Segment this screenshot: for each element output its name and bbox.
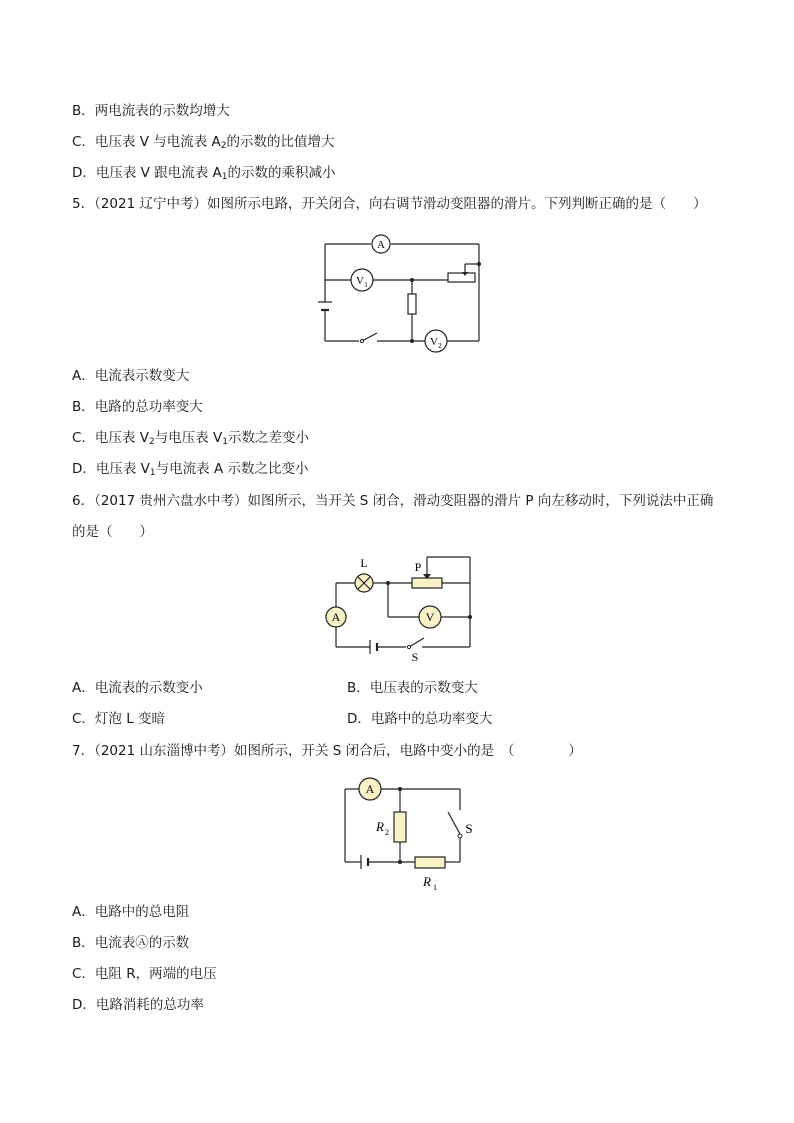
q6-stem-line2: 的是（ ） bbox=[72, 524, 153, 540]
q6-option-b: B．电压表的示数变大 bbox=[347, 680, 478, 696]
q6-lamp-label: L bbox=[360, 556, 368, 570]
q7-switch-label: S bbox=[465, 821, 473, 836]
q6-stem-line1: 6．（2017 贵州六盘水中考）如图所示，当开关 S 闭合，滑动变阻器的滑片 P 向左移动时，下列说法中正确 bbox=[72, 493, 714, 509]
q6-ammeter-label: A bbox=[331, 610, 341, 624]
q5-option-b: B．电路的总功率变大 bbox=[72, 399, 203, 415]
q6-option-d: D．电路中的总功率变大 bbox=[347, 711, 493, 727]
q6-voltmeter-label: V bbox=[425, 610, 435, 624]
q7-option-b: B．电流表Ⓐ的示数 bbox=[72, 935, 190, 951]
q6-rheostat bbox=[412, 578, 442, 588]
q5-stem: 5．（2021 辽宁中考）如图所示电路，开关闭合，向右调节滑动变阻器的滑片。下列判断正确的是（ ） bbox=[72, 196, 707, 212]
q7-resistor-r1 bbox=[415, 857, 445, 868]
q7-resistor-r2 bbox=[394, 812, 406, 842]
q5-option-c: C．电压表 $V_2$与电压表 $V_1$示数之差变小 bbox=[72, 430, 309, 447]
q7-r2-label: R bbox=[376, 819, 384, 834]
q4-option-c: C．电压表 V 与电流表 $A_2$的示数的比值增大 bbox=[72, 134, 335, 151]
q6-option-c: C．灯泡 L 变暗 bbox=[72, 711, 166, 727]
q6-switch-label: S bbox=[411, 650, 419, 664]
q7-option-a: A．电路中的总电阻 bbox=[72, 904, 190, 920]
q4-option-d: D．电压表 V 跟电流表 $A_1$的示数的乘积减小 bbox=[72, 165, 336, 182]
q5-v2-label: V bbox=[430, 336, 438, 348]
q5-ammeter-label: A bbox=[377, 239, 385, 251]
q6-option-a: A．电流表的示数变小 bbox=[72, 680, 203, 696]
q6-slider-label: P bbox=[414, 560, 422, 574]
q5-v1-sub: 1 bbox=[364, 281, 368, 289]
q4-option-b: B．两电流表的示数均增大 bbox=[72, 103, 230, 119]
q5-option-d: D．电压表 $V_1$与电流表 A 示数之比变小 bbox=[72, 461, 309, 478]
q5-circuit-diagram bbox=[315, 230, 490, 350]
q5-resistor bbox=[408, 294, 416, 314]
q6-circuit-diagram bbox=[320, 553, 480, 663]
q5-rheostat bbox=[448, 273, 475, 282]
q7-ammeter-label: A bbox=[365, 782, 375, 796]
q7-circuit-diagram bbox=[340, 775, 480, 895]
q7-r1-sub: 1 bbox=[433, 883, 437, 892]
q7-r1-label: R bbox=[423, 874, 431, 889]
q7-option-d: D．电路消耗的总功率 bbox=[72, 997, 204, 1013]
q7-option-c: C．电阻 R，两端的电压 bbox=[72, 966, 217, 982]
q7-r2-sub: 2 bbox=[385, 828, 389, 837]
q5-option-a: A．电流表示数变大 bbox=[72, 368, 190, 384]
q5-v1-label: V bbox=[356, 275, 364, 287]
q5-v2-sub: 2 bbox=[438, 342, 442, 350]
q7-stem: 7．（2021 山东淄博中考）如图所示，开关 S 闭合后，电路中变小的是 （ ） bbox=[72, 743, 582, 759]
